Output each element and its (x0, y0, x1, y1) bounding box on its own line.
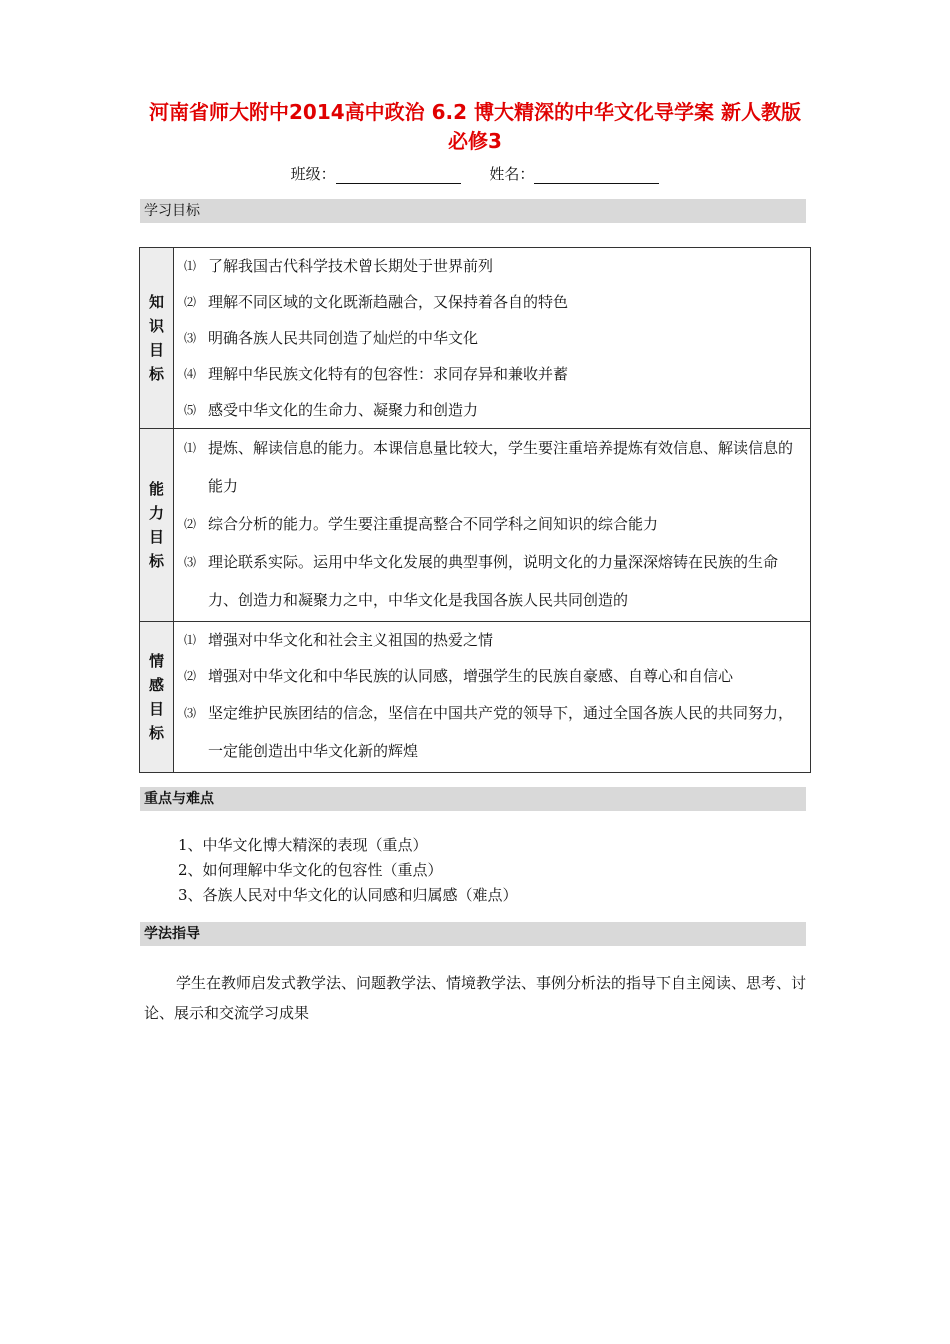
goals-row-emotion (140, 622, 811, 773)
goals-table (139, 247, 811, 773)
list-item: ⑴ 了解我国古代科学技术曾长期处于世界前列 (184, 257, 494, 275)
section-heading-goals: 学习目标 (140, 199, 806, 223)
list-item: ⑷ 理解中华民族文化特有的包容性：求同存异和兼收并蓄 (184, 365, 569, 383)
list-item: ⑵ 综合分析的能力。学生要注重提高整合不同学科之间知识的综合能力 (184, 515, 659, 533)
ability-items (174, 429, 811, 622)
student-info (0, 163, 950, 184)
list-item: ⑸ 感受中华文化的生命力、凝聚力和创造力 (184, 401, 479, 419)
goals-row-knowledge (140, 248, 811, 429)
section-heading-key-points: 重点与难点 (140, 787, 806, 811)
class-blank[interactable] (336, 167, 461, 184)
list-item: ⑵ 增强对中华文化和中华民族的认同感，增强学生的民族自豪感、自尊心和自信心 (184, 667, 734, 685)
list-item: 1、中华文化博大精深的表现（重点） (178, 836, 428, 854)
category-knowledge: 知 识 目 标 (140, 248, 174, 429)
category-emotion: 情 感 目 标 (140, 622, 174, 773)
class-label: 班级： (290, 165, 336, 183)
name-label: 姓名： (489, 165, 535, 183)
list-item: ⑴ 提炼、解读信息的能力。本课信息量比较大，学生要注重培养提炼有效信息、解读信息的能力 (184, 439, 794, 495)
category-ability: 能 力 目 标 (140, 429, 174, 622)
name-blank[interactable] (534, 167, 659, 184)
method-paragraph: 学生在教师启发式教学法、问题教学法、情境教学法、事例分析法的指导下自主阅读、思考、讨论、展示和交流学习成果 (144, 974, 807, 1022)
knowledge-items (174, 248, 811, 429)
list-item: ⑴ 增强对中华文化和社会主义祖国的热爱之情 (184, 631, 494, 649)
name-field (489, 163, 659, 184)
class-field (291, 163, 461, 184)
list-item: 3、各族人民对中华文化的认同感和归属感（难点） (178, 886, 518, 904)
list-item: ⑶ 明确各族人民共同创造了灿烂的中华文化 (184, 329, 479, 347)
section-heading-method: 学法指导 (140, 922, 806, 946)
list-item: ⑶ 坚定维护民族团结的信念，坚信在中国共产党的领导下，通过全国各族人民的共同努力，一定能创造出中华文化新的辉煌 (184, 704, 794, 760)
goals-row-ability (140, 429, 811, 622)
key-points-list (178, 833, 518, 908)
list-item: ⑶ 理论联系实际。运用中华文化发展的典型事例，说明文化的力量深深熔铸在民族的生命力、创造力和凝聚力之中，中华文化是我国各族人民共同创造的 (184, 553, 779, 609)
emotion-items (174, 622, 811, 773)
page-title: 河南省师大附中2014高中政治 6.2 博大精深的中华文化导学案 新人教版必修3 (149, 100, 801, 153)
list-item: 2、如何理解中华文化的包容性（重点） (178, 861, 443, 879)
list-item: ⑵ 理解不同区域的文化既渐趋融合，又保持着各自的特色 (184, 293, 569, 311)
